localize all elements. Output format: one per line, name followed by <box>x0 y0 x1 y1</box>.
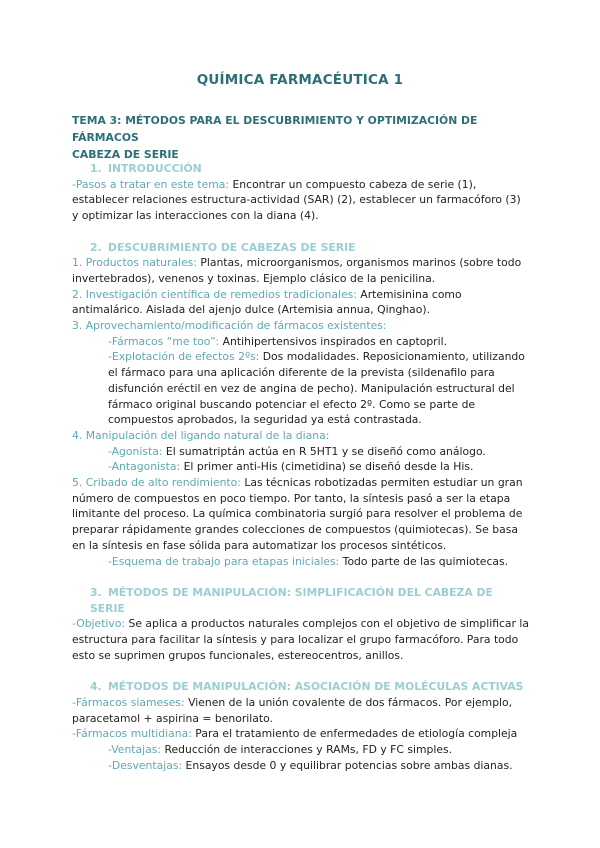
topic-heading-line1: TEMA 3: MÉTODOS PARA EL DESCUBRIMIENTO Y OPTIMIZACIÓN DE FÁRMACOS <box>72 114 478 144</box>
paragraph-indented: -Desventajas: Ensayos desde 0 y equilibrar potencias sobre ambas dianas. <box>108 758 513 772</box>
paragraph: -Fármacos siameses: Vienen de la unión covalente de dos fármacos. Por ejemplo, paracetamol + aspirina = benorilato. <box>72 695 513 725</box>
section-heading-descubrimiento: 2. DESCUBRIMIENTO DE CABEZAS DE SERIE <box>90 240 356 254</box>
paragraph: 4. Manipulación del ligando natural de la diana: <box>72 428 330 442</box>
paragraph: -Pasos a tratar en este tema: Encontrar un compuesto cabeza de serie (1), establecer relaciones estructura-actividad (SAR) (2), establecer un farmacóforo (3) y optimizar las interacciones con la diana (4). <box>72 177 521 223</box>
section-heading-asociacion: 4. MÉTODOS DE MANIPULACIÓN: ASOCIACIÓN DE MOLÉCULAS ACTIVAS <box>90 680 524 694</box>
topic-heading-line2: CABEZA DE SERIE <box>72 148 179 161</box>
paragraph: 2. Investigación científica de remedios tradicionales: Artemisinina como antimalárico. Aislada del ajenjo dulce (Artemisia annua, Qinghao). <box>72 287 462 317</box>
paragraph: 5. Cribado de alto rendimiento: Las técnicas robotizadas permiten estudiar un gran número de compuestos en poco tiempo. Por tanto, la síntesis pasó a ser la etapa limitante del proceso. La química combinatoria surgió para resolver el problema de preparar rápidamente grandes colecciones de compuestos (quimiotecas). Se basa en la síntesis en fase sólida para automatizar los procesos sintéticos. <box>72 476 523 552</box>
paragraph: -Fármacos multidiana: Para el tratamiento de enfermedades de etiología compleja <box>72 727 518 741</box>
paragraph: -Objetivo: Se aplica a productos naturales complejos con el objetivo de simplificar la estructura para facilitar la síntesis y para localizar el grupo farmacóforo. Para todo esto se suprimen grupos funcionales, estereocentros, anillos. <box>72 617 530 662</box>
paragraph-indented: -Explotación de efectos 2ºs: Dos modalidades. Reposicionamiento, utilizando el fármaco para una aplicación diferente de la prevista (sildenafilo para disfunción eréctil en vez de angina de pecho). Manipulación estructural del fármaco original buscando potenciar el efecto 2º. Como se parte de compuestos aprobados, la seguridad ya está contrastada. <box>108 350 525 427</box>
paragraph-indented: -Ventajas: Reducción de interacciones y RAMs, FD y FC simples. <box>108 742 453 756</box>
topic-heading <box>72 112 532 163</box>
document-body <box>72 161 530 773</box>
paragraph-indented: -Agonista: El sumatriptán actúa en R 5HT1 y se diseñó como análogo. <box>108 444 486 458</box>
section-heading-introduccion: 1. INTRODUCCIÓN <box>90 162 202 175</box>
paragraph-indented: -Fármacos “me too”: Antihipertensivos inspirados en captopril. <box>108 334 448 348</box>
document-title: QUÍMICA FARMACÉUTICA 1 <box>196 72 404 88</box>
paragraph-indented: -Antagonista: El primer anti-His (cimetidina) se diseñó desde la His. <box>108 460 474 474</box>
section-heading-simplificacion: 3. MÉTODOS DE MANIPULACIÓN: SIMPLIFICACIÓN DEL CABEZA DE SERIE <box>90 585 493 615</box>
paragraph: 1. Productos naturales: Plantas, microorganismos, organismos marinos (sobre todo invertebrados), venenos y toxinas. Ejemplo clásico de la penicilina. <box>72 256 522 285</box>
paragraph-indented: -Esquema de trabajo para etapas iniciales: Todo parte de las quimiotecas. <box>108 554 509 568</box>
paragraph: 3. Aprovechamiento/modificación de fármacos existentes: <box>72 319 387 333</box>
